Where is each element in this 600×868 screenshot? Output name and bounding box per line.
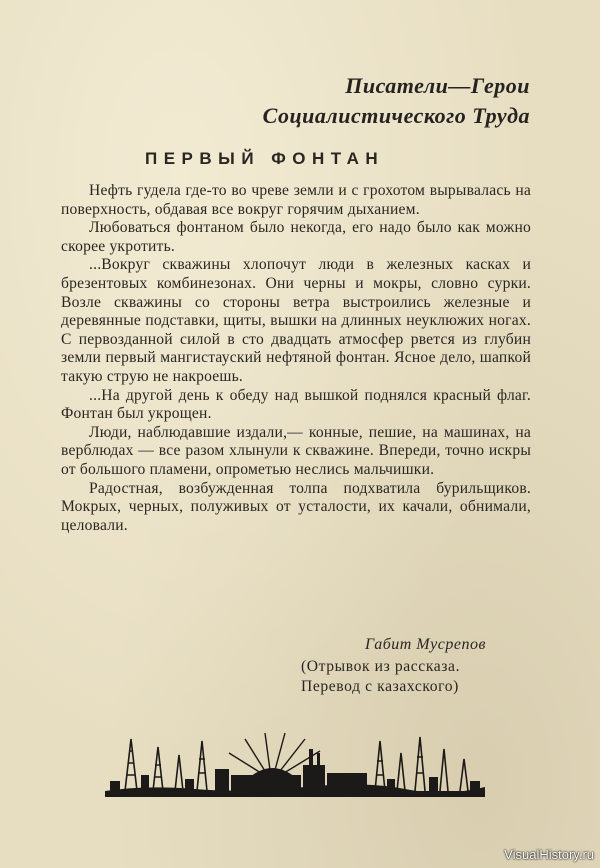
source-note <box>301 657 460 697</box>
paragraph-3: ...Вокруг скважины хлопочут люди в железных касках и брезентовых комбинезонах. Они черны и мокры, словно сурки. Возле скважины со стороны ветра выстроились железные и деревянные подставки, щиты, вышки на длинных неуклюжих ногах. С первозданной силой в сто двадцать атмосфер рвется из глубин земли первый мангистауский нефтяной фонтан. Ясное дело, шапкой такую струю не накроешь. <box>61 256 531 385</box>
paragraph-1: Нефть гудела где-то во чреве земли и с грохотом вырывалась на поверхность, обдавая все вокруг горячим дыханием. <box>61 182 531 218</box>
paragraph-6: Радостная, возбужденная толпа подхватила бурильщиков. Мокрых, черных, полуживых от усталости, их качали, обнимали, целовали. <box>61 479 531 534</box>
source-note-line-1: (Отрывок из рассказа. <box>301 658 461 675</box>
paragraph-5: Люди, наблюдавшие издали,— конные, пешие, на машинах, на верблюдах — все разом хлынули к скважине. Впереди, точно искры от большого пламени, опрометью неслись мальчишки. <box>61 423 531 478</box>
oil-field-skyline-illustration <box>105 725 485 805</box>
story-title: ПЕРВЫЙ ФОНТАН <box>145 149 385 168</box>
watermark: VisualHistory.ru <box>504 847 594 862</box>
paragraph-2: Любоваться фонтаном было некогда, его надо было как можно скорее укротить. <box>61 219 531 255</box>
author-name: Габит Мусрепов <box>365 636 486 653</box>
source-note-line-2: Перевод с казахского) <box>301 678 459 695</box>
series-heading-line-2: Социалистического Труда <box>262 103 530 128</box>
series-heading-line-1: Писатели—Герои <box>345 73 530 98</box>
paragraph-4: ...На другой день к обеду над вышкой поднялся красный флаг. Фонтан был укрощен. <box>61 386 531 423</box>
story-text <box>61 182 531 535</box>
